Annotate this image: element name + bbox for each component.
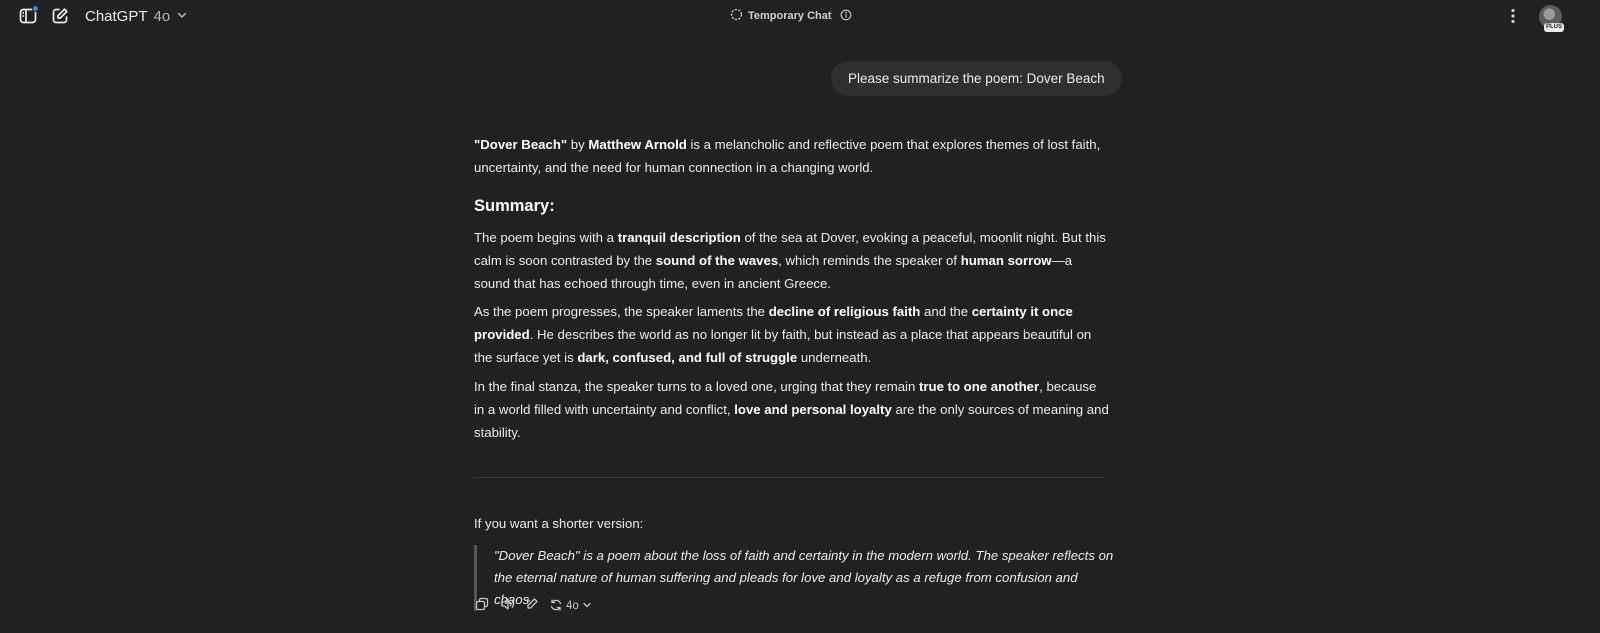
top-bar [0,0,1600,33]
text-run: are the only sources of meaning and stability. [474,402,1109,440]
temporary-chat-label: Temporary Chat [748,10,832,22]
plan-badge: PLUS [1546,24,1563,30]
short-summary-quote: "Dover Beach" is a poem about the loss of faith and certainty in the modern world. The speaker reflects on the eternal nature of human suffering and pleads for love and loyalty as a refuge from confusion and chaos. [474,545,1114,611]
summary-paragraph-3 [474,375,1110,444]
temporary-chat-indicator[interactable] [730,7,852,25]
more-options-button[interactable] [1500,3,1526,29]
info-icon[interactable] [840,9,852,24]
text-run: underneath. [797,350,872,365]
assistant-message [474,133,1110,440]
bold-run: human sorrow [960,253,1052,268]
bold-run: love and personal loyalty [734,402,892,417]
text-run: The poem begins with a [474,230,618,245]
text-run: —a sound that has echoed through time, even in ancient Greece. [474,253,1073,291]
new-chat-icon [50,6,70,26]
poem-author: Matthew Arnold [588,137,687,152]
poem-title: "Dover Beach" [474,137,568,152]
text-run: As the poem progresses, the speaker laments the [474,304,769,319]
user-message-text: Please summarize the poem: Dover Beach [848,71,1105,86]
summary-heading: Summary: [474,197,555,215]
regenerate-model-label: 4o [566,600,579,612]
speaker-icon [500,597,515,616]
new-chat-button[interactable] [47,3,73,29]
chevron-down-icon [176,8,188,25]
text-run: of the sea at Dover, evoking a peaceful, moonlit night. But this calm is soon contrasted by the [474,230,1106,268]
bold-run: decline of religious faith [768,304,921,319]
summary-paragraph-1 [474,226,1110,295]
sidebar-toggle-button[interactable] [15,3,41,29]
text-run: . He describes the world as no longer lit by faith, but instead as a place that appears beautiful on the surface yet is [474,327,1092,365]
model-switcher[interactable] [85,5,188,27]
text-run: , because in a world filled with uncertainty and conflict, [474,379,1097,417]
text-run: , which reminds the speaker of [778,253,961,268]
notification-dot [32,5,39,12]
intro-text: is a melancholic and reflective poem that explores themes of lost faith, uncertainty, and the need for human connection in a changing world. [474,137,1101,175]
message-actions [474,597,592,615]
edit-pen-icon [525,597,539,616]
intro-paragraph [474,133,1110,179]
bold-run: sound of the waves [655,253,779,268]
temporary-chat-icon [730,8,743,24]
summary-paragraph-2 [474,300,1110,369]
read-aloud-button[interactable] [499,598,515,614]
bold-run: tranquil description [617,230,741,245]
more-vertical-icon [1505,7,1521,25]
section-divider [474,477,1106,478]
edit-button[interactable] [524,598,540,614]
text-run: and the [920,304,972,319]
bold-run: dark, confused, and full of struggle [577,350,798,365]
text-run: In the final stanza, the speaker turns to a loved one, urging that they remain [474,379,919,394]
refresh-icon [549,598,563,615]
model-name: ChatGPT [85,7,148,25]
chevron-down-icon [582,600,592,613]
copy-icon [475,597,489,616]
user-message-bubble [831,61,1122,96]
copy-button[interactable] [474,598,490,614]
intro-text: by [567,137,589,152]
bold-run: certainty it once provided [474,304,1073,342]
model-version: 4o [153,7,171,25]
bold-run: true to one another [918,379,1040,394]
shorter-version-intro: If you want a shorter version: [474,516,644,531]
regenerate-button[interactable] [549,598,592,615]
